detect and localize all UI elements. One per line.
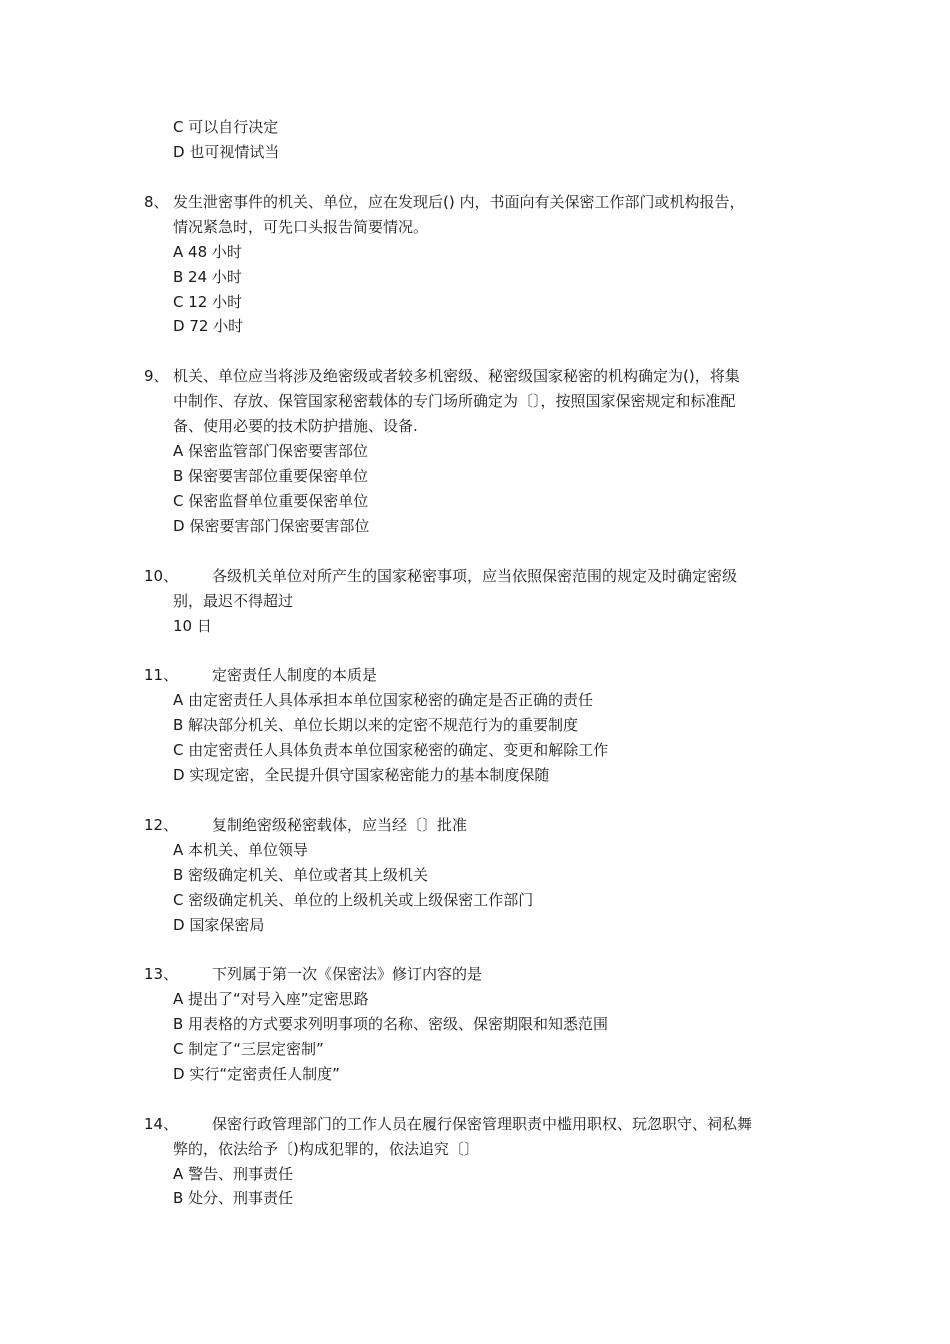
option-b: B 密级确定机关、单位或者其上级机关 <box>173 866 429 884</box>
option-d: D 实现定密，全民提升俱守国家秘密能力的基本制度保随 <box>173 766 550 784</box>
option-c: C 12 小时 <box>173 293 243 311</box>
option-d: D 保密要害部门保密要害部位 <box>173 517 370 535</box>
question-text: 机关、单位应当将涉及绝密级或者较多机密级、秘密级国家秘密的机构确定为()，将集 <box>173 367 740 385</box>
question-text: 定密责任人制度的本质是 <box>212 666 378 684</box>
option-a: A 提出了“对号入座”定密思路 <box>173 990 369 1008</box>
question-number: 8、 <box>144 193 169 211</box>
option-c: C 可以自行决定 <box>173 118 279 136</box>
question-text: 保密行政管理部门的工作人员在履行保密管理职责中槛用职权、玩忽职守、祠私舞 <box>212 1115 753 1133</box>
question-number: 10、 <box>144 567 179 585</box>
answer-value: 10 日 <box>173 617 212 635</box>
option-d: D 国家保密局 <box>173 916 265 934</box>
option-a: A 本机关、单位领导 <box>173 841 309 859</box>
question-text: 各级机关单位对所产生的国家秘密事项，应当依照保密范围的规定及时确定密级 <box>212 567 738 585</box>
option-c: C 密级确定机关、单位的上级机关或上级保密工作部门 <box>173 891 534 909</box>
option-a: A 由定密责任人具体承担本单位国家秘密的确定是否正确的责任 <box>173 691 594 709</box>
option-c: C 制定了“三层定密制” <box>173 1040 324 1058</box>
option-b: B 保密要害部位重要保密单位 <box>173 467 369 485</box>
question-number: 9、 <box>144 367 169 385</box>
option-d: D 72 小时 <box>173 317 244 335</box>
question-text: 情况紧急时，可先口头报告简要情况。 <box>173 218 429 236</box>
question-text: 别，最迟不得超过 <box>173 592 294 610</box>
option-d: D 也可视情试当 <box>173 143 280 161</box>
option-a: A 警告、刑事责任 <box>173 1165 294 1183</box>
option-c: C 保密监督单位重要保密单位 <box>173 492 369 510</box>
question-text: 弊的，依法给予〔)构成犯罪的，依法追究〔〕 <box>173 1140 479 1158</box>
question-number: 11、 <box>144 666 179 684</box>
option-c: C 由定密责任人具体负责本单位国家秘密的确定、变更和解除工作 <box>173 741 609 759</box>
question-number: 13、 <box>144 965 179 983</box>
question-text: 下列属于第一次《保密法》修订内容的是 <box>212 965 483 983</box>
option-b: B 24 小时 <box>173 268 242 286</box>
question-text: 中制作、存放、保管国家秘密载体的专门场所确定为〔〕，按照国家保密规定和标准配 <box>173 392 736 410</box>
option-a: A 保密监管部门保密要害部位 <box>173 442 369 460</box>
question-text: 备、使用必要的技术防护措施、设备. <box>173 417 418 435</box>
option-b: B 用表格的方式要求列明事项的名称、密级、保密期限和知悉范围 <box>173 1015 609 1033</box>
option-d: D 实行“定密责任人制度” <box>173 1065 340 1083</box>
option-a: A 48 小时 <box>173 243 242 261</box>
question-number: 12、 <box>144 816 179 834</box>
question-number: 14、 <box>144 1115 179 1133</box>
option-b: B 处分、刑事责任 <box>173 1189 294 1207</box>
option-b: B 解决部分机关、单位长期以来的定密不规范行为的重要制度 <box>173 716 579 734</box>
question-text: 发生泄密事件的机关、单位，应在发现后() 内，书面向有关保密工作部门或机构报告， <box>173 193 745 211</box>
question-text: 复制绝密级秘密载体，应当经〔〕批准 <box>212 816 468 834</box>
